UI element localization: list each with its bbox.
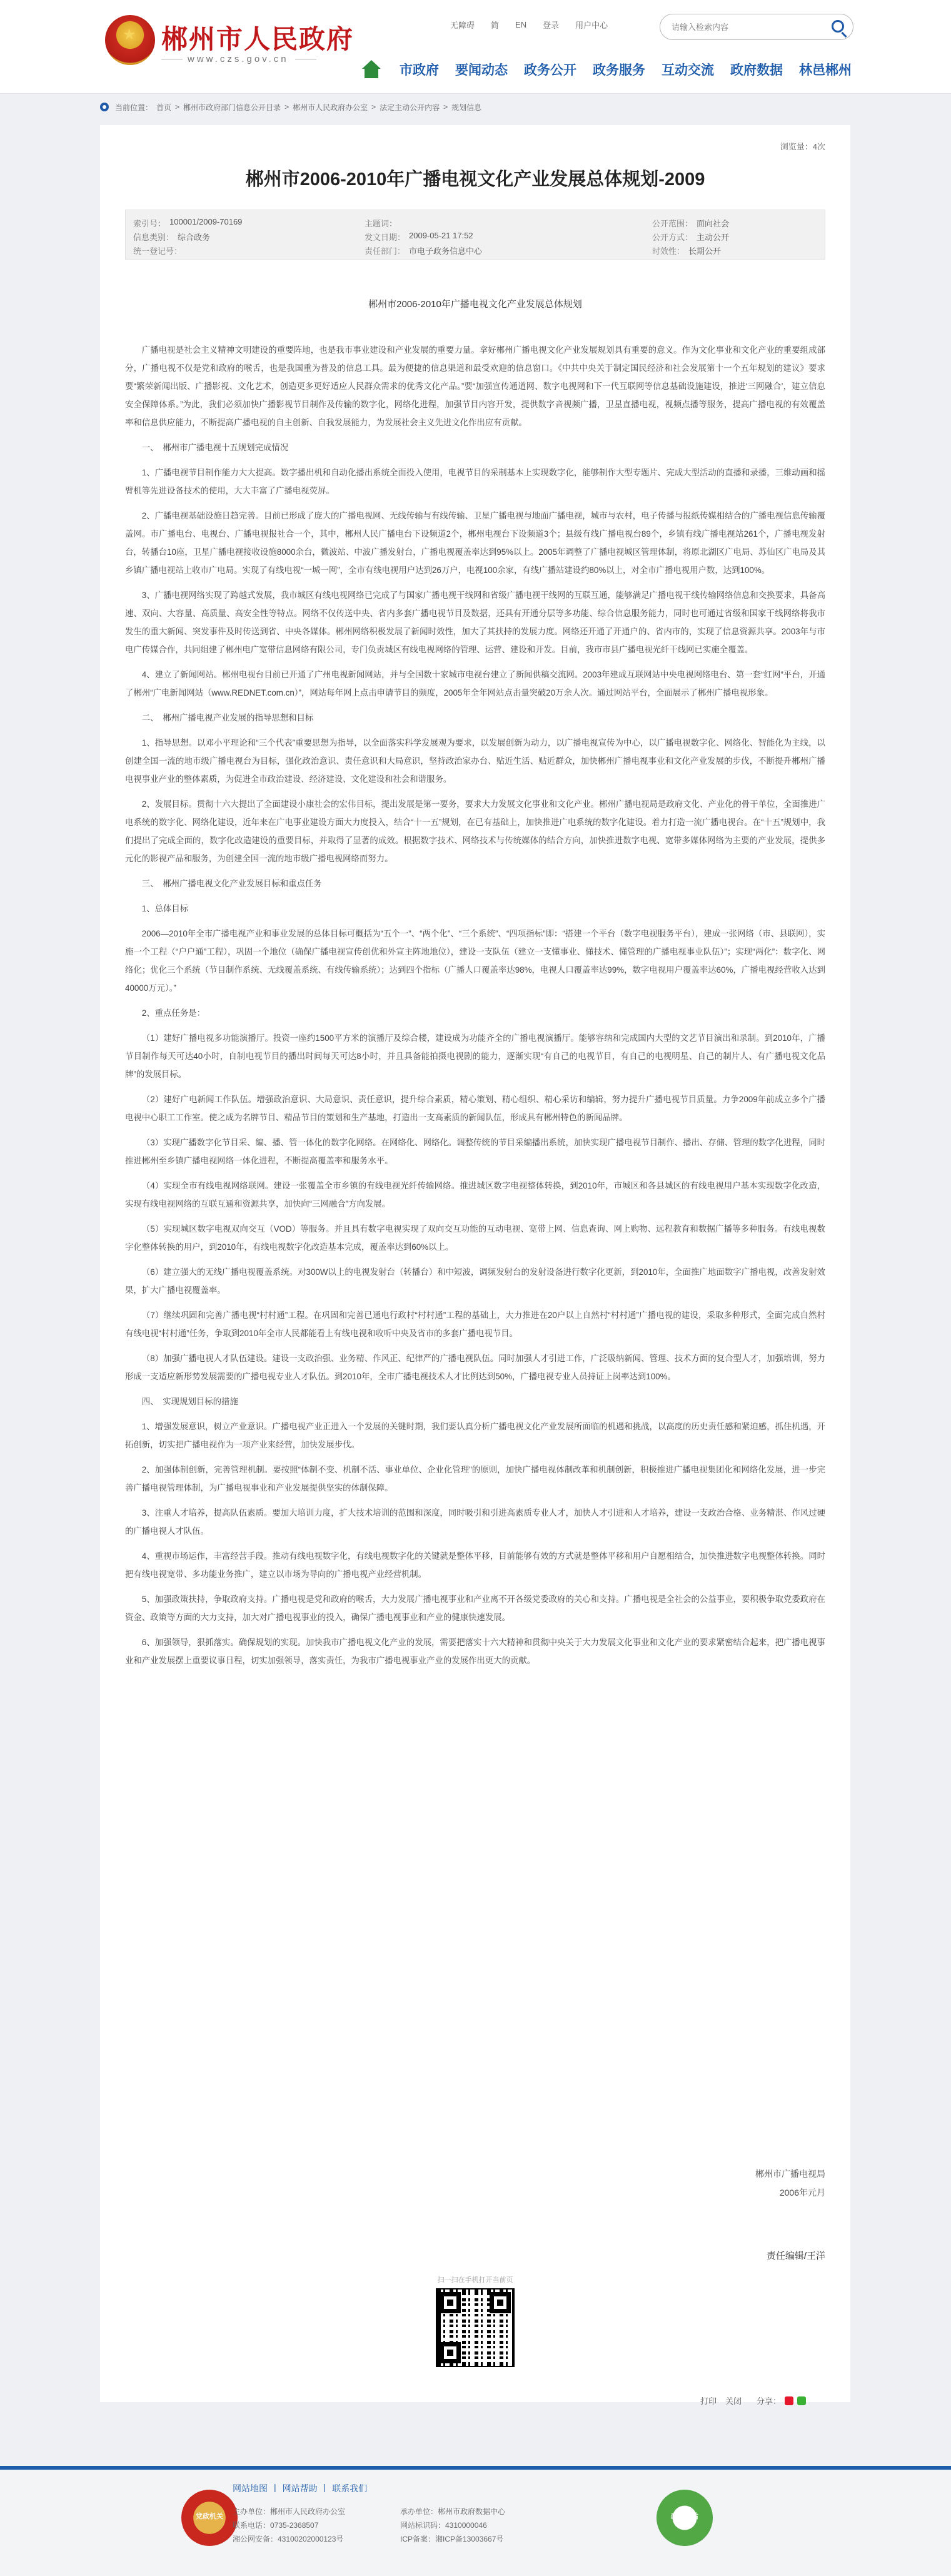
paragraph: （8）加强广播电视人才队伍建设。建设一支政治强、业务精、作风正、纪律严的广播电视队伍。同时加强人才引进工作，广泛吸纳新闻、管理、技术方面的复合型人才，加强培训，努力形成一支适应新形势发展需要的广播电视专业人才队伍。到2010年，全市广播电视技术人才比例达到50%，广播电视专业人员持证上岗率达到100%。 xyxy=(125,1354,825,1381)
meta-date-value: 2009-05-21 17:52 xyxy=(409,230,473,240)
paragraph: （6）建立强大的无线广播电视覆盖系统。对300W以上的电视发射台（转播台）和中短波，调频发射台的发射设备进行数字化更新，到2010年，全面推广地面数字广播电视，改善发射效果，扩大广播电视覆盖率。 xyxy=(125,1267,825,1295)
meta-period-key: 时效性： xyxy=(652,246,685,256)
nav-city-government[interactable]: 市政府 xyxy=(400,63,439,78)
signature-org: 郴州市广播电视局 xyxy=(755,2169,825,2179)
meta-category-value: 综合政务 xyxy=(178,232,211,242)
search-icon[interactable] xyxy=(832,20,844,33)
national-emblem-logo[interactable] xyxy=(105,15,155,65)
meta-scope-value: 面向社会 xyxy=(697,218,730,228)
top-links xyxy=(450,19,608,31)
paragraph: 三、 郴州广播电视文化产业发展目标和重点任务 xyxy=(141,879,322,888)
nav-interaction[interactable]: 互动交流 xyxy=(662,63,714,78)
paragraph: 二、 郴州广播电视产业发展的指导思想和目标 xyxy=(141,713,314,723)
weibo-icon[interactable] xyxy=(785,2396,793,2405)
help-link[interactable]: 网站帮助 xyxy=(282,2483,318,2493)
meta-org-value: 市电子政务信息中心 xyxy=(409,246,483,256)
document-meta-table xyxy=(125,210,825,260)
site-domain: www.czs.gov.cn xyxy=(188,54,289,64)
footer-info-left xyxy=(233,2505,345,2546)
breadcrumb-public-content[interactable]: 法定主动公开内容 xyxy=(380,103,440,112)
party-government-badge[interactable] xyxy=(181,2490,238,2546)
share-group xyxy=(757,2395,806,2406)
paragraph: （5）实现城区数字电视双向交互（VOD）等服务。并且具有数字电视实现了双向交互功能的互动电视、宽带上网、信息查询、网上购物、远程教育和数据广播等多种服务。有线电视数字化整体转换的用户，到2010年，有线电视数字化改造基本完成，覆盖率达到60%以上。 xyxy=(125,1224,825,1252)
home-icon[interactable] xyxy=(360,59,383,80)
print-button[interactable] xyxy=(700,2395,717,2406)
meta-scope-key: 公开范围： xyxy=(652,218,693,228)
breadcrumb-office[interactable]: 郴州市人民政府办公室 xyxy=(293,103,368,112)
print-label: 打印 xyxy=(700,2396,717,2406)
contact-link[interactable]: 联系我们 xyxy=(332,2483,368,2493)
organizer-unit: 承办单位：郴州市政府数据中心 xyxy=(400,2507,506,2516)
qr-code xyxy=(436,2288,515,2367)
wechat-icon[interactable] xyxy=(797,2396,806,2405)
search-box xyxy=(660,14,853,40)
breadcrumb-label: 当前位置： xyxy=(115,103,153,112)
paragraph: （2）建好广电新闻工作队伍。增强政治意识、大局意识、责任意识，提升综合素质，精心策划、精心组织、精心采访和编辑，努力提升广播电视节目质量。力争2009年前成立多个广播电视中心职工工作室。使之成为名牌节目、精品节目的策划和生产基地，打造出一支高素质的新闻队伍，形成具有郴州特色的新闻品牌。 xyxy=(125,1095,825,1122)
paragraph: （4）实现全市有线电视网络联网。建设一张覆盖全市乡镇的有线电视光纤传输网络。推进城区数字电视整体转换，到2010年，市城区和各县城区的有线电视用户基本实现数字化改造，实现有线电视网络的互联互通和资源共享，加快向“三网融合”方向发展。 xyxy=(125,1181,825,1209)
breadcrumb-catalog[interactable]: 郴州市政府部门信息公开目录 xyxy=(183,103,281,112)
breadcrumb-separator: > xyxy=(175,103,180,111)
meta-category-key: 信息类别： xyxy=(133,232,174,242)
paragraph: 3、注重人才培养，提高队伍素质。要加大培训力度，扩大技术培训的范围和深度，同时吸引和引进高素质专业人才，加快人才引进和人才培养，建设一支政治合格、业务精湛、作风过硬的广播电视人才队伍。 xyxy=(125,1508,825,1536)
meta-date-key: 发文日期： xyxy=(365,232,406,242)
article-body xyxy=(125,341,825,1676)
article-container xyxy=(100,125,850,2402)
user-center-link[interactable]: 用户中心 xyxy=(575,21,608,30)
government-website-badge[interactable] xyxy=(657,2490,713,2546)
nav-news[interactable]: 要闻动态 xyxy=(455,63,508,78)
site-identifier: 网站标识码：4310000046 xyxy=(400,2521,487,2530)
nav-government-services[interactable]: 政务服务 xyxy=(593,63,645,78)
paragraph: （7）继续巩固和完善广播电视“村村通”工程。在巩固和完善已通电行政村“村村通”工程的基础上，大力推进在20户以上自然村“村村通”广播电视的建设，采取多种形式，全面完成自然村有线电视“村村通”任务，争取到2010年全市人民都能看上有线电视和收听中央及省市的多套广播电视节目。 xyxy=(125,1311,825,1338)
nav-government-data[interactable]: 政府数据 xyxy=(730,63,783,78)
login-link[interactable]: 登录 xyxy=(543,21,560,30)
signature-date: 2006年元月 xyxy=(779,2188,825,2198)
paragraph: 2006—2010年全市广播电视产业和事业发展的总体目标可概括为“五个一”、“两个化”、“三个系统”、“四项指标”即：“搭建一个平台（数字电视服务平台），建成一张网络（市、县联网），实施一个工程（“户户通”工程），巩固一个地位（确保广播电视宣传创优和外宣主阵地地位），建设一支队伍（建立一支懂事业、懂技术、懂管理的广播电视事业队伍）”；实现“两化”：数字化、网络化；优化三个系统（节目制作系统、无线覆盖系统、有线传输系统）；达到四个指标（广播人口覆盖率达98%，电视人口覆盖率达99%，数字电视用户覆盖率达60%，广播电视经营收入达到40000万元）。” xyxy=(125,929,825,993)
paragraph: 6、加强领导，狠抓落实。确保规划的实现。加快我市广播电视文化产业的发展，需要把落实十六大精神和贯彻中央关于大力发展文化事业和文化产业的要求紧密结合起来，把广播电视事业和产业发展摆上重要议事日程，切实加强领导，落实责任，为我市广播电视事业产业的发展作出更大的贡献。 xyxy=(125,1638,825,1665)
badge-right-label: 政府网站 xyxy=(671,2513,698,2520)
meta-index-key: 索引号： xyxy=(133,218,166,228)
paragraph: （3）实现广播数字化节目采、编、播、管一体化的数字化网络。在网络化、网络化。调整传统的节目采编播出系统，加快实现广播电视节目制作、播出、存储、管理的数字化进程，同时推进郴州至乡镇广播电视网络一体化进程，不断提高覆盖率和服务水平。 xyxy=(125,1138,825,1165)
footer-links xyxy=(233,2482,367,2495)
view-count: 浏览量：4次 xyxy=(780,142,825,151)
meta-regno-key: 统一登记号： xyxy=(133,246,183,256)
paragraph: 一、 郴州市广播电视十五规划完成情况 xyxy=(141,443,289,452)
paragraph: 4、重视市场运作，丰富经营手段。推动有线电视数字化，有线电视数字化的关键就是整体平移，目前能够有效的方式就是整体平移和用户自愿相结合，加快推进数字电视整体转换。同时把有线电视宽带、多功能业务推广，建立以市场为导向的广播电视产业经营机制。 xyxy=(125,1551,825,1579)
paragraph: 2、加强体制创新，完善管理机制。要按照“体制不变、机制不活、事业单位、企业化管理”的原则，加快广播电视体制改革和机制创新，积极推进广播电视集团化和网络化发展，进一步完善广播电视管理体制，为广播电视事业和产业发展提供坚实的体制保障。 xyxy=(125,1465,825,1493)
paragraph: 2、发展目标。贯彻十六大提出了全面建设小康社会的宏伟目标，提出发展是第一要务，要求大力发展文化事业和文化产业。郴州广播电视局是政府文化、产业化的骨干单位，全面推进广电系统的数字化、网络化建设，近年来在广电事业建设方面大力度投入，结合“十一五”规划，在已有基础上，加快推进广电系统的数字化建设。着力打造一流广播电视台。在“十五”规划中，我们提出了完成全面的，数字化改造建设的重要目标，并取得了显著的成效。根据数字技术、网络技术与传统媒体的结合方向，加快推进数字电视、宽带多媒体网络为主要的产业发展，提供多元化的影视产品和服务，为创建全国一流的地市级广播电视网络而努力。 xyxy=(125,799,825,863)
paragraph: 1、广播电视节目制作能力大大提高。数字播出机和自动化播出系统全面投入使用，电视节目的采制基本上实现数字化，能够制作大型专题片、完成大型活动的直播和录播，三维动画和摇臂机等先进设备技术的使用，大大丰富了广播电视荧屏。 xyxy=(125,468,825,495)
breadcrumb-separator: > xyxy=(371,103,376,111)
english-link[interactable]: EN xyxy=(515,20,527,29)
share-label: 分享： xyxy=(757,2396,782,2406)
close-label: 关闭 xyxy=(725,2396,742,2406)
paragraph: （1）建好广播电视多功能演播厅。投资一座约1500平方米的演播厅及综合楼，建设成为功能齐全的广播电视演播厅。能够容纳和完成国内大型的文艺节目演出和录制。到2010年，广播节目制作每天可达40小时，自制电视节目的播出时间每天可达8小时，并且具备能拍摄电视剧的能力，逐渐实现“有自己的电视节目，有自己的电视明星、自己的制片人、有广播电视文化品牌”的发展目标。 xyxy=(125,1033,825,1079)
footer-info-right xyxy=(400,2505,505,2546)
meta-method-key: 公开方式： xyxy=(652,232,693,242)
page-title: 郴州市2006-2010年广播电视文化产业发展总体规划-2009 xyxy=(245,170,705,190)
responsible-editor: 责任编辑/王洋 xyxy=(766,2251,825,2261)
meta-subject-key: 主题词： xyxy=(365,218,398,228)
main-nav xyxy=(360,59,852,80)
host-unit: 主办单位：郴州市人民政府办公室 xyxy=(233,2507,346,2516)
breadcrumb-separator: > xyxy=(284,103,289,111)
close-button[interactable] xyxy=(725,2395,742,2406)
meta-org-key: 责任部门： xyxy=(365,246,406,256)
site-title[interactable]: 郴州市人民政府 xyxy=(161,26,355,54)
nav-linyi-chenzhou[interactable]: 林邑郴州 xyxy=(799,63,852,78)
simplified-chinese-link[interactable]: 简 xyxy=(491,21,500,30)
search-input[interactable] xyxy=(672,14,834,39)
badge-left-label: 党政机关 xyxy=(196,2513,223,2520)
footer-separator: | xyxy=(274,2482,276,2492)
meta-period-value: 长期公开 xyxy=(688,246,722,256)
meta-index-value: 100001/2009-70169 xyxy=(169,216,243,226)
paragraph: 1、总体目标 xyxy=(141,904,189,913)
footer-separator: | xyxy=(323,2482,326,2492)
breadcrumb-separator: > xyxy=(443,103,448,111)
star-icon: ★ xyxy=(123,26,136,43)
location-icon xyxy=(100,103,109,111)
contact-phone: 联系电话：0735-2368507 xyxy=(233,2521,319,2530)
nav-government-affairs[interactable]: 政务公开 xyxy=(524,63,576,78)
paragraph: 5、加强政策扶持，争取政府支持。广播电视是党和政府的喉舌，大力发展广播电视事业和产业离不开各级党委政府的关心和支持。广播电视是全社会的公益事业，要积极争取党委政府在资金、政策等方面的大力支持，加大对广播电视事业的投入，确保广播电视事业和产业的健康快速发展。 xyxy=(125,1595,825,1622)
site-footer xyxy=(0,2470,951,2576)
breadcrumb-home[interactable]: 首页 xyxy=(156,103,172,112)
paragraph: 广播电视是社会主义精神文明建设的重要阵地，也是我市事业建设和产业发展的重要力量。拿好郴州广播电视文化产业发展规划具有重要的意义。作为文化事业和文化产业的重要组成部分，广播电视不仅是党和政府的喉舌，也是我国重为普及的信息工具。最为便捷的信息渠道和最受欢迎的信息窗口。《中共中央关于制定国民经济和社会发展第十一个五年规划的建议》要求要“繁荣新闻出版、广播影视、文化艺术，创造更多更好适应人民群众需求的优秀文化产品。”要“加强宣传通道网、数字电视网和下一代互联网等信息基础设施建设，推进‘三网融合’，建立信息安全保障体系。”为此，我们必须加快广播影视节目制作及传输的数字化，网络化进程，加强节目内容开发，提供数字音视频广播，卫星直播电视，视频点播等服务，提高广播电视的有效覆盖率和信息供应能力，不断提高广播电视的自主创新、自我发展能力，为发展社会主义先进文化作出应有贡献。 xyxy=(125,345,825,427)
sitemap-link[interactable]: 网站地图 xyxy=(233,2483,268,2493)
icp-record: ICP备案：湘ICP备13003667号 xyxy=(400,2535,504,2543)
police-record: 湘公网安备：43100202000123号 xyxy=(233,2535,344,2543)
paragraph: 四、 实现规划目标的措施 xyxy=(141,1397,238,1406)
paragraph: 1、增强发展意识，树立产业意识。广播电视产业正进入一个发展的关键时期，我们要认真分析广播电视文化产业发展所面临的机遇和挑战，以高度的历史责任感和紧迫感，抓住机遇，开拓创新，切实把广播电视作为一项产业来经营，加快发展步伐。 xyxy=(125,1422,825,1449)
paragraph: 3、广播电视网络实现了跨越式发展，我市城区有线电视网络已完成了与国家广播电视干线网和省级广播电视干线网的互联互通，能够满足广播电视干线传输网络信息和交换要求，具备高速、双向、大容量、高质量、高安全性等特点。网络不仅传送中央、省内多套广播电视节目及数据，还具有开通分层等多功能、综合信息服务能力，同时也可通过省级和国家干线网络将我市发生的重大新闻、突发事件及时传送到省、中央各媒体。郴州网络积极发展了新闻时效性，加大了其扶持的发展力度。网络还开通了开通户的、省内市的，实现了信息资源共享。2003年与市电广传媒合作，共同组建了郴州电广宽带信息网络有限公司，专门负责城区有线电视网络的管理、运营、建设和开发。目前，我市市县广播电视光纤干线网已实施全覆盖。 xyxy=(125,591,825,654)
article-actions xyxy=(100,2390,850,2416)
breadcrumb-planning[interactable]: 规划信息 xyxy=(451,103,482,112)
qr-caption: 扫一扫在手机打开当前页 xyxy=(437,2276,513,2284)
accessibility-link[interactable]: 无障碍 xyxy=(450,21,475,30)
meta-method-value: 主动公开 xyxy=(697,232,730,242)
paragraph: 2、重点任务是： xyxy=(141,1008,205,1018)
site-header xyxy=(0,0,951,94)
document-subtitle: 郴州市2006-2010年广播电视文化产业发展总体规划 xyxy=(368,299,582,310)
paragraph: 2、广播电视基础设施日趋完善。目前已形成了庞大的广播电视网、无线传输与有线传输、卫星广播电视与地面广播电视，城市与农村，电子传播与报纸传媒相结合的广播电视信息传输覆盖网。市广播电台、电视台、广播电视报社合一个，其中，郴州人民广播电台下设频道2个，郴州电视台下设频道3个；县级有线广播电视台89个，乡镇有线广播电视站261个，广播电视发射台，转播台10座，卫星广播电视接收设施8000余台，微波站、中波广播发射台，广播电视覆盖率达到95%以上。2005年调整了广播电视城区管理体制，将原北湖区广电局、苏仙区广电局及其乡镇广播电视站上收市广电局。实现了有线电视“一城一网”，全市有线电视用户达到26万户，电视100余家，有线广播站建设约80%以上，对全市广播电视用户数，达到100%。 xyxy=(125,511,825,575)
paragraph: 1、指导思想。以邓小平理论和“三个代表”重要思想为指导，以全面落实科学发展观为要求，以发展创新为动力，以广播电视宣传为中心，以广播电视数字化、网络化、智能化为主线，以创建全国一流的地市级广播电视台为目标，强化政治意识、责任意识和大局意识，坚持政治家办台、贴近生活、贴近群众，加快郴州广播电视事业和文化产业发展的步伐，不断提升郴州广播电视事业产业的整体素质，为促进全市政治建设、经济建设、文化建设和社会和谐服务。 xyxy=(125,738,825,784)
paragraph: 4、建立了新闻网站。郴州电视台目前已开通了广州电视新闻网站，并与全国数十家城市电视台建立了新闻供稿交流网。2003年建成互联网站中央电视网络电台、第一套“红网”平台，开通了郴州“广电新闻网站（www.REDNET.com.cn）”，网站每年网上点击申请节目的频度，2005年全年网站点击量突破20万余人次。通过网站平台，全面展示了郴州广播电视形象。 xyxy=(125,670,825,697)
breadcrumb xyxy=(100,95,481,119)
